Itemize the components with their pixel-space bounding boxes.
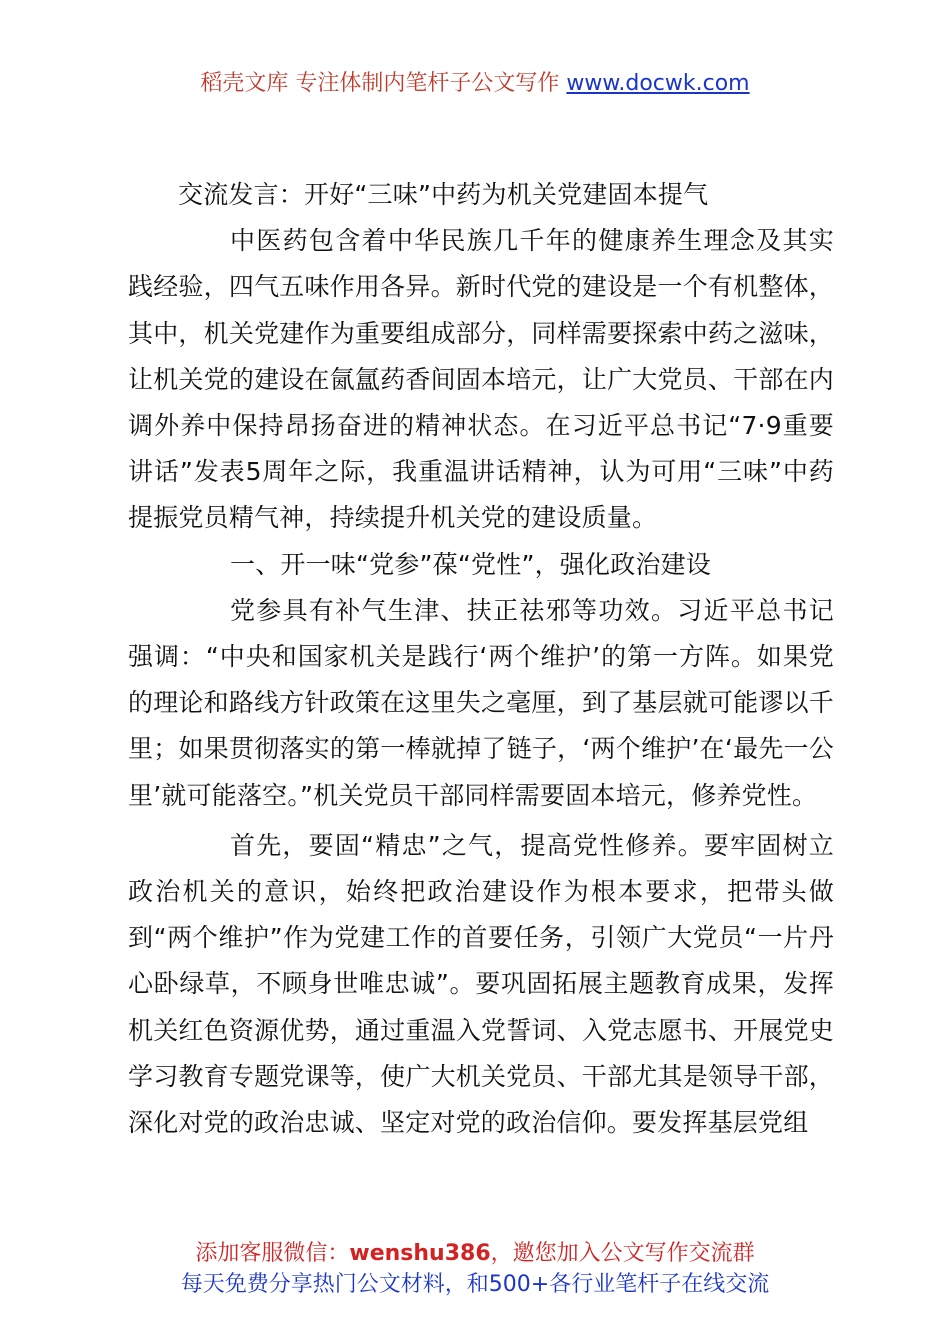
page-header <box>0 68 950 100</box>
document-title: 交流发言：开好“三味”中药为机关党建固本提气 <box>178 180 709 209</box>
page-footer <box>0 1238 950 1300</box>
footer-suffix: ，邀您加入公文写作交流群 <box>490 1241 755 1266</box>
paragraph-first: 首先，要固“精忠”之气，提高党性修养。要牢固树立政治机关的意识，始终把政治建设作为根本要求，把带头做到“两个维护”作为党建工作的首要任务，引领广大党员“一片丹心卧绿草，不顾身世唯忠诚”。要巩固拓展主题教育成果，发挥机关红色资源优势，通过重温入党誓词、入党志愿书、开展党史学习教育专题党课等，使广大机关党员、干部尤其是领导干部，深化对党的政治忠诚、坚定对党的政治信仰。要发挥基层党组 <box>128 830 834 1138</box>
document-body <box>128 172 834 1146</box>
header-text: 稻壳文库 专注体制内笔杆子公文写作 <box>200 71 567 96</box>
footer-line-1 <box>0 1238 950 1269</box>
footer-line-2: 每天免费分享热门公文材料，和500+各行业笔杆子在线交流 <box>180 1272 770 1297</box>
paragraph-intro: 中医药包含着中华民族几千年的健康养生理念及其实践经验，四气五味作用各异。新时代党的建设是一个有机整体，其中，机关党建作为重要组成部分，同样需要探索中药之滋味，让机关党的建设在氤氲药香间固本培元，让广大党员、干部在内调外养中保持昂扬奋进的精神状态。在习近平总书记“7·9重要讲话”发表5周年之际，我重温讲话精神，认为可用“三味”中药提振党员精气神，持续提升机关党的建设质量。 <box>128 226 834 533</box>
section-heading-1: 一、开一味“党参”葆“党性”，强化政治建设 <box>230 549 712 579</box>
footer-prefix: 添加客服微信： <box>195 1241 350 1266</box>
footer-wechat-id: wenshu386 <box>349 1241 491 1266</box>
paragraph-dangshen: 党参具有补气生津、扶正祛邪等功效。习近平总书记强调：“中央和国家机关是践行‘两个维护’的第一方阵。如果党的理论和路线方针政策在这里失之毫厘，到了基层就可能谬以千里；如果贯彻落实的第一棒就掉了链子，‘两个维护’在‘最先一公里’就可能落空。”机关党员干部同样需要固本培元，修养党性。 <box>128 595 834 810</box>
header-link[interactable]: www.docwk.com <box>566 71 750 96</box>
